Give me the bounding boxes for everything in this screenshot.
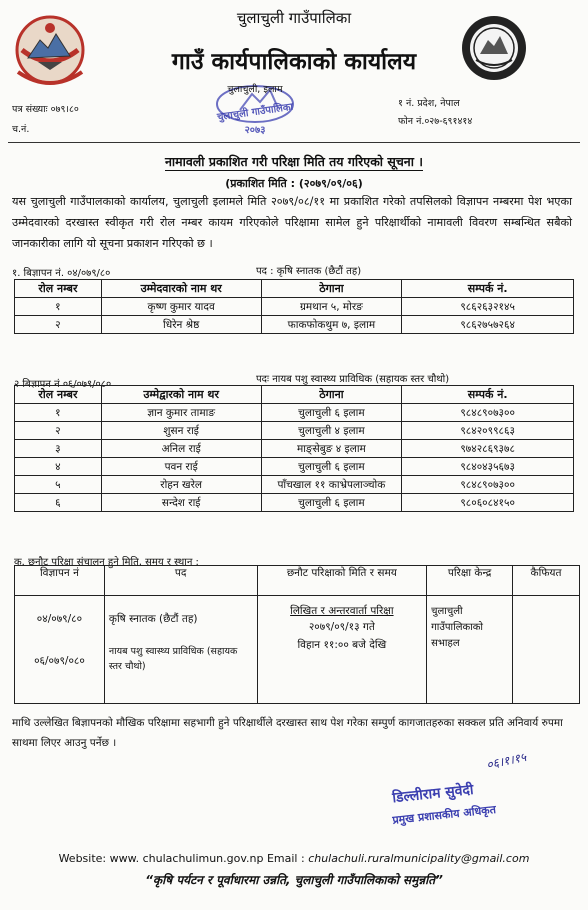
candidate-name: शुसन राई [101,422,261,440]
column-header: रोल नम्बर [15,386,102,404]
contact-number: ९७४२८६९३७८ [402,440,574,458]
candidate-name: पवन राई [101,458,261,476]
remarks-cell [513,596,580,704]
column-header: उम्मेद्वारको नाम थर [101,386,261,404]
column-header: रोल नम्बर [15,280,102,298]
candidate-name: ज्ञान कुमार तामाङ [101,404,261,422]
candidate-address: माङ्सेबुङ ४ इलाम [261,440,402,458]
table-row [15,404,574,422]
exam-center-cell [427,596,513,704]
candidate-address: ग्रमथान ५, मोरङ [261,298,402,316]
municipality-name: चुलाचुली गाउँपालिका [236,9,352,27]
reference-block [12,100,79,140]
chalani-number: च.नं. [12,124,30,135]
contact-number: ९८०६०८४१५० [402,494,574,512]
table-row [15,494,574,512]
roll-number: १ [15,404,102,422]
exam-type: लिखित र अन्तरवार्ता परिक्षा [290,605,394,617]
table-row [15,476,574,494]
table1-ad-label: १. बिज्ञापन नं. ०४/०७९/८० [12,268,111,279]
table-header-row [15,386,574,404]
contact-number: ९८६२६३२१४५ [402,298,574,316]
roll-number: ५ [15,476,102,494]
column-header: परिक्षा केन्द्र [427,566,513,596]
candidate-name: सन्देश राई [101,494,261,512]
table-row [15,316,574,334]
table2-ad-label: २ बिज्ञापन नं ०६/०७९/०८० [14,379,112,390]
roll-number: ३ [15,440,102,458]
office-stamp [200,82,310,142]
exam-date: २०७९/०९/१३ गते [308,621,375,633]
table-header-row [15,280,574,298]
exam-time: विहान ११:०० बजे देखि [297,639,387,651]
signature-block [391,749,588,832]
footer-slogan: “कृषि पर्यटन र पूर्वाधारमा उन्नति, चुलाचुली गाउँपालिकाको समुन्नति” [145,873,443,887]
email-link[interactable]: chulachuli.ruralmunicipality@gmail.com [308,852,530,865]
ref-label: पत्र संख्याः [12,104,48,115]
roll-number: ४ [15,458,102,476]
column-header: सम्पर्क नं. [402,280,574,298]
reference-number [12,100,79,120]
candidate-name: धिरेन श्रेष्ठ [101,316,261,334]
column-header: सम्पर्क नं. [402,386,574,404]
table-row [15,298,574,316]
contact-number: ९८४०४३५६७३ [402,458,574,476]
ad-number-cell [15,596,105,704]
phone-text: फोन नं.०२७-६९१४१४ [398,116,473,127]
exam-schedule-table [14,565,580,704]
table-header-row [15,566,580,596]
column-header: ठेगाना [261,280,402,298]
candidate-address: पाँचखाल ११ काभ्रेपलाञ्चोक [261,476,402,494]
closing-paragraph: माथि उल्लेखित बिज्ञापनको मौखिक परिक्षामा सहभागी हुने परिक्षार्थीले दरखास्त साथ पेश गरेका सम्पुर्ण कागजातहरुका सक्कल प्रति अनिवार्य रुपमा साथमा लिएर आउनु पर्नेछ । [12,717,563,749]
publication-date: (प्रकाशित मिति : (२०७९/०९/०६) [225,177,363,190]
contact-number: ९८६२७५७२६४ [402,316,574,334]
post-name: कृषि स्नातक (छैटौं तह) [108,613,198,625]
post-name: नायब पशु स्वास्थ्य प्राविधिक (सहायक स्तर चौथो) [108,646,238,672]
roll-number: १ [15,298,102,316]
exam-center: चुलाचुली गाउँपालिकाको सभाहल [431,606,484,649]
handwritten-signature: ०६।१।१५ [485,749,528,773]
table-row [15,422,574,440]
footer-contact [0,852,588,865]
table-row [15,458,574,476]
table-row [15,596,580,704]
candidate-table-2 [14,385,574,512]
ref-value: ०७९।८० [50,104,79,115]
candidate-name: रोहन खरेल [101,476,261,494]
roll-number: ६ [15,494,102,512]
contact-block [398,95,472,131]
column-header: छनौट परिक्षाको मिति र समय [257,566,427,596]
ad-number: ०४/०७९/८० [36,613,83,625]
officer-designation: प्रमुख प्रशासकीय अधिकृत [391,803,497,827]
candidate-table-1 [14,279,574,334]
stamp-address: चुलाचुली, इलाम [227,84,283,95]
officer-name: डिल्लीराम सुवेदी [391,781,475,807]
candidate-address: फाकफोकथुम ७, इलाम [261,316,402,334]
candidate-address: चुलाचुली ६ इलाम [261,458,402,476]
website-label: Website: www. chulachulimun.gov.np Email : [58,852,305,865]
notice-title-text: नामावली प्रकाशित गरी परिक्षा मिति तय गरिएको सूचना । [164,154,424,169]
column-header: विज्ञापन नं [15,566,105,596]
intro-paragraph: यस चुलाचुली गाउँपालकाको कार्यालय, चुलाचुली इलामले मिति २०७९/०८/११ मा प्रकाशित गरेको तपसिलको विज्ञापन नम्बरमा पेश भएका उम्मेदवारको दरखास्त स्वीकृत गरी रोल नम्बर कायम गरिएकोले परिक्षामा सामेल हुने परिक्षार्थीको नामावली विवरण सम्बन्धित सबैको जानकारीका लागि यो सूचना प्रकाशन गरिएको छ । [12,195,572,250]
candidate-name: कृष्ण कुमार यादव [101,298,261,316]
column-header: उम्मेदवारको नाम थर [101,280,261,298]
roll-number: २ [15,422,102,440]
exam-datetime-cell [257,596,427,704]
province-text: १ नं. प्रदेश, नेपाल [398,98,460,109]
schedule-caption: क. छनौट परिक्षा संचालन हुने मिति, समय र स्थान : [14,557,199,568]
roll-number: २ [15,316,102,334]
table-row [15,440,574,458]
office-title: गाउँ कार्यपालिकाको कार्यालय [171,49,417,75]
candidate-address: चुलाचुली ६ इलाम [261,494,402,512]
column-header: ठेगाना [261,386,402,404]
contact-number: ९८४८९०७३०० [402,476,574,494]
column-header: कैफियत [513,566,580,596]
contact-number: ९८४२०९९८६३ [402,422,574,440]
column-header: पद [104,566,257,596]
table1-post-label: पद : कृषि स्नातक (छैटौं तह) [256,266,362,277]
header-divider [8,142,580,143]
post-cell [104,596,257,704]
stamp-text: चुलाचुली गाउँपालिका [216,101,294,124]
ad-number: ०६/०७९/०८० [34,655,85,667]
municipality-seal-icon [460,14,528,82]
table2-post-label: पदः नायब पशु स्वास्थ्य प्राविधिक (सहायक स्तर चौथो) [256,374,450,385]
candidate-name: अनिल राई [101,440,261,458]
candidate-address: चुलाचुली ४ इलाम [261,422,402,440]
contact-number: ९८४८९०७३०० [402,404,574,422]
candidate-address: चुलाचुली ६ इलाम [261,404,402,422]
stamp-year: २०७३ [244,125,266,136]
notice-title [0,153,588,170]
